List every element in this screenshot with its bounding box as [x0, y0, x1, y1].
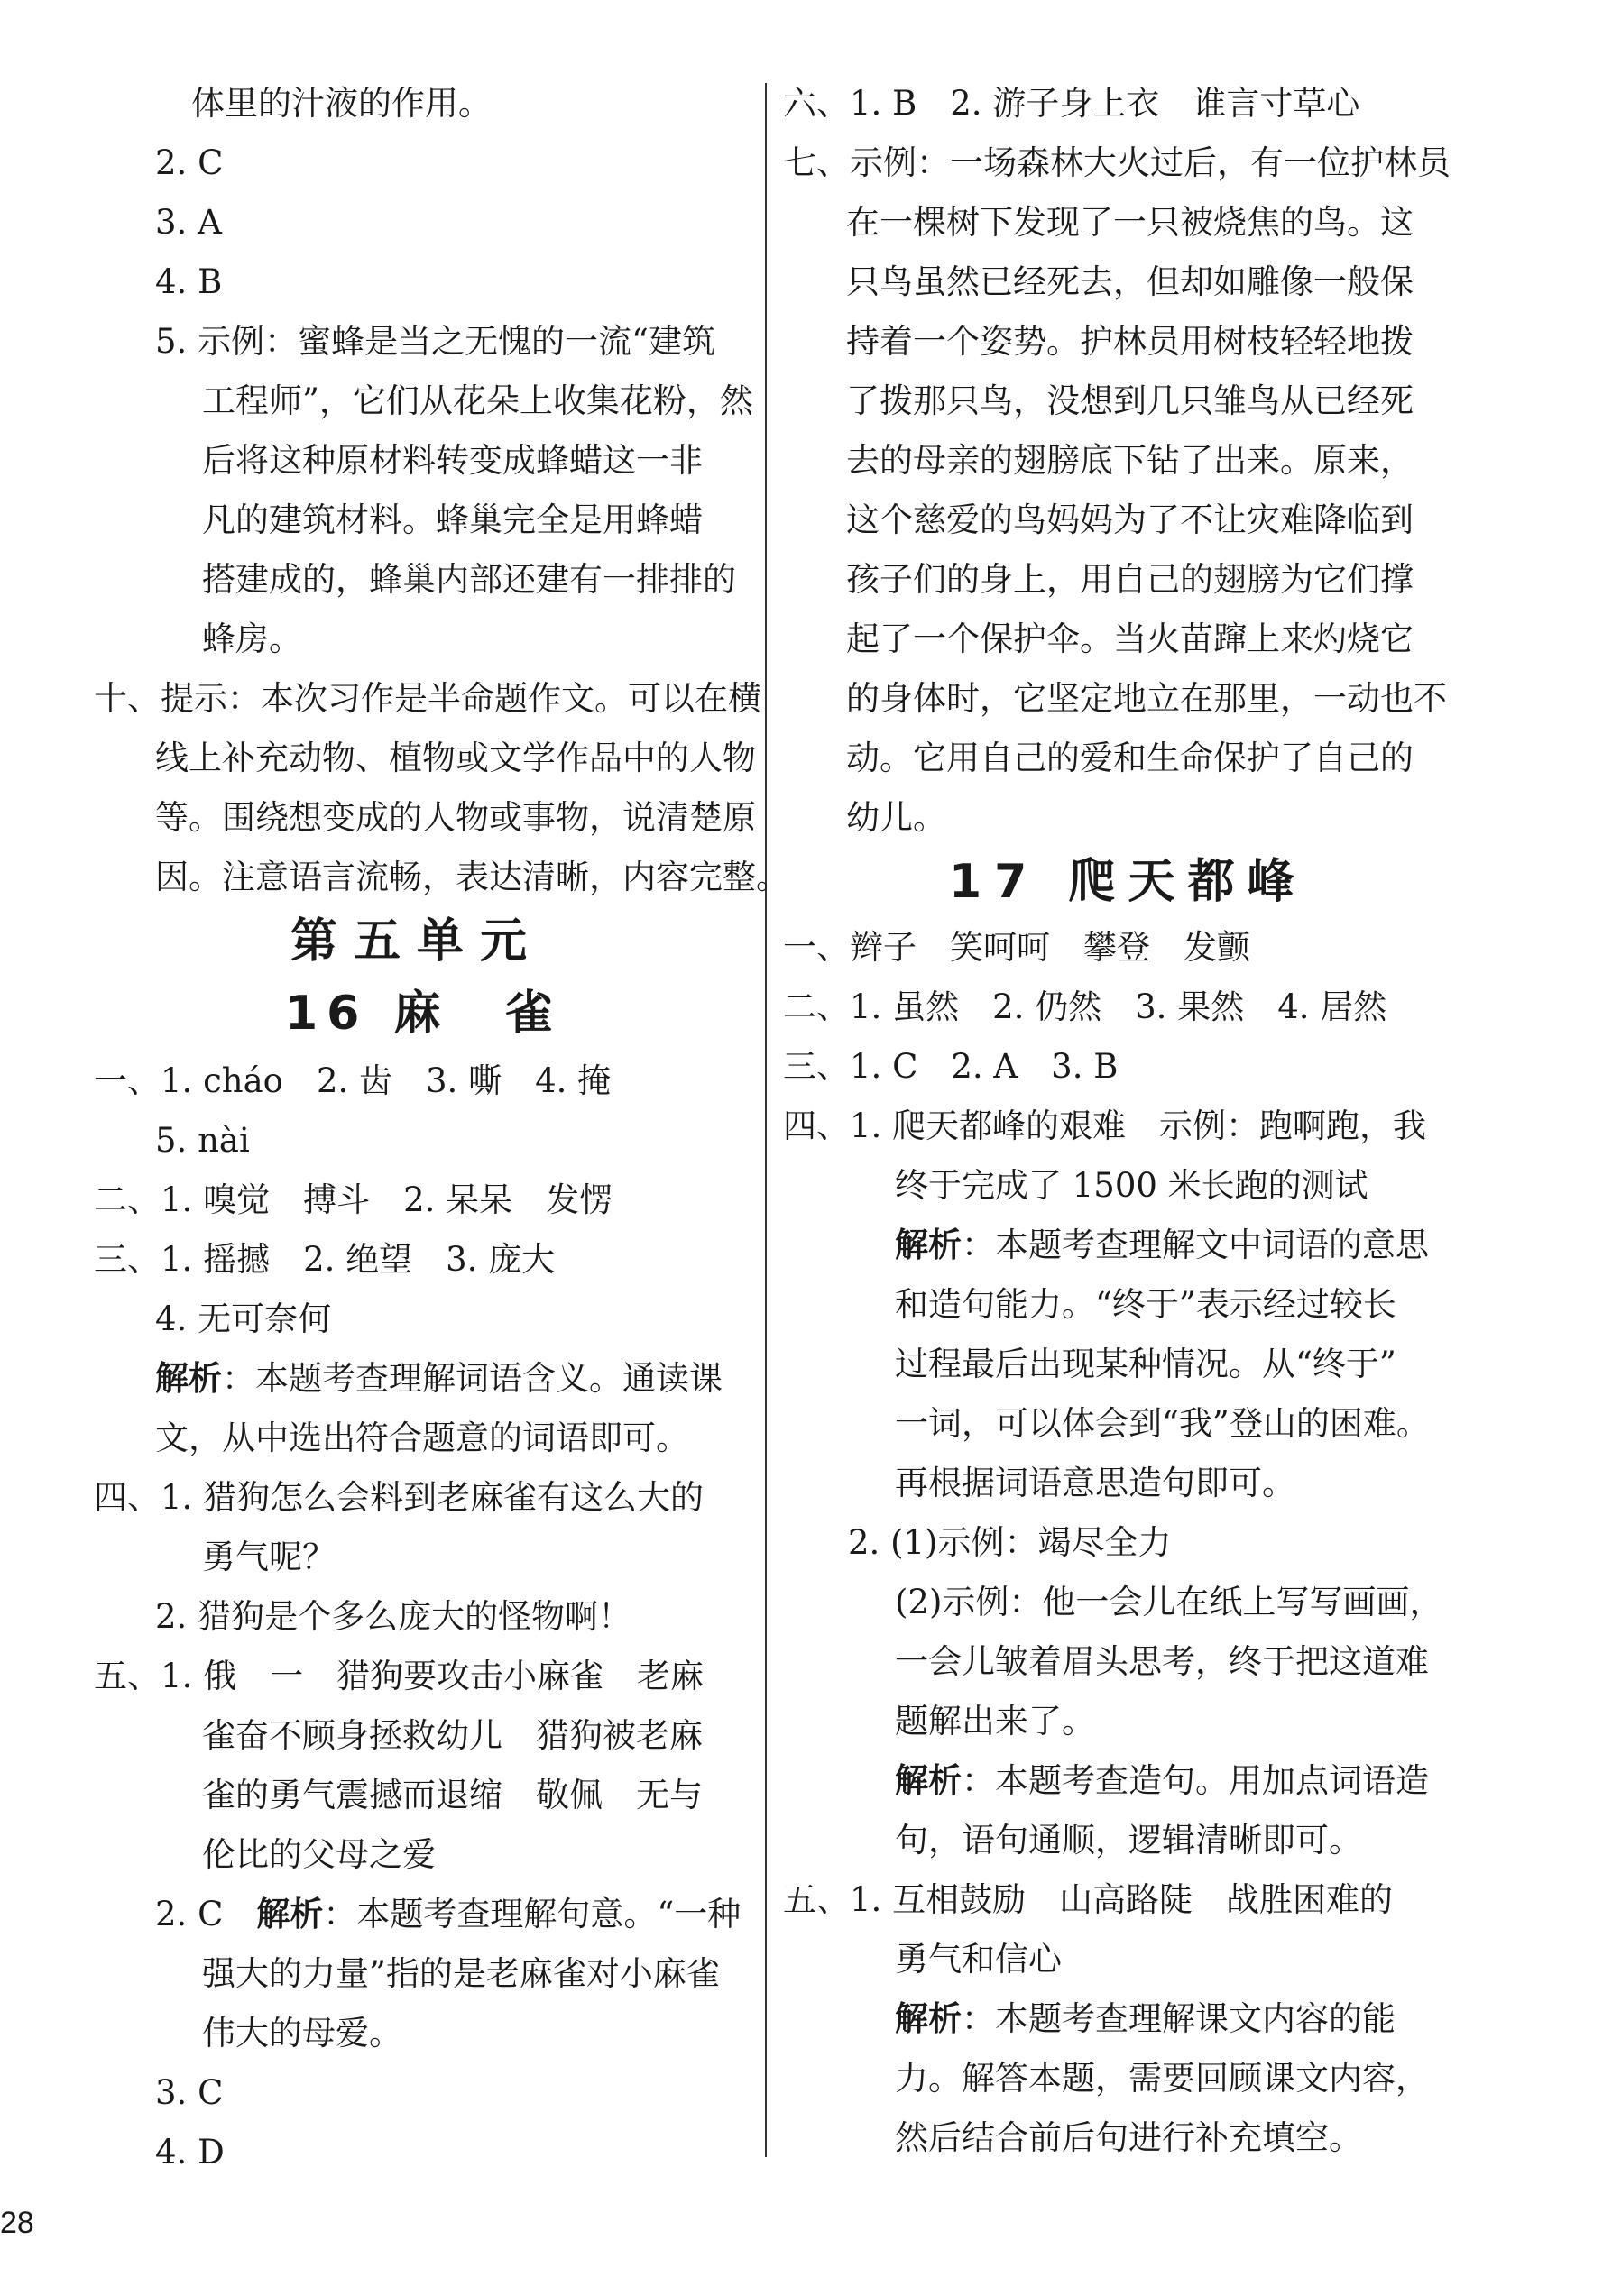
text-line: 搭建成的，蜂巢内部还建有一排排的 — [202, 560, 736, 599]
page-number: 28 — [0, 2206, 34, 2240]
analysis-text: ：本题考查理解文中词语的意思 — [962, 1226, 1429, 1264]
analysis-text: ：本题考查造句。用加点词语造 — [962, 1761, 1429, 1800]
text-line: 这个慈爱的鸟妈妈为了不让灾难降临到 — [846, 501, 1414, 539]
text-line: 文，从中选出符合题意的词语即可。 — [155, 1419, 689, 1457]
text-line: 强大的力量”指的是老麻雀对小麻雀 — [202, 1954, 720, 1993]
analysis-label: 解析 — [895, 1226, 962, 1264]
analysis-line — [155, 1359, 723, 1398]
text-line: 三、1. 摇撼 2. 绝望 3. 庞大 — [94, 1240, 556, 1279]
text-line: 勇气和信心 — [895, 1940, 1062, 1979]
text-line: 伟大的母爱。 — [202, 2014, 402, 2053]
text-line: 因。注意语言流畅，表达清晰，内容完整。 — [155, 858, 789, 896]
text-line: 5. 示例：蜜蜂是当之无愧的一流“建筑 — [155, 322, 715, 361]
text-line: 4. B — [155, 262, 223, 301]
text-line: 十、提示：本次习作是半命题作文。可以在横 — [94, 679, 761, 718]
text-line: 5. nài — [155, 1121, 250, 1160]
text-line: 动。它用自己的爱和生命保护了自己的 — [846, 739, 1414, 777]
text-line: 勇气呢？ — [202, 1538, 336, 1576]
text-line: 的身体时，它坚定地立在那里，一动也不 — [846, 679, 1447, 718]
text-line: 五、1. 俄 一 猎狗要攻击小麻雀 老麻 — [94, 1657, 705, 1695]
text-line: 一会儿皱着眉头思考，终于把这道难 — [895, 1642, 1429, 1681]
text-line: 过程最后出现某种情况。从“终于” — [895, 1345, 1396, 1383]
analysis-label: 解析 — [256, 1895, 324, 1933]
analysis-label: 解析 — [895, 1999, 962, 2038]
analysis-text: ：本题考查理解课文内容的能 — [962, 1999, 1396, 2038]
text-line: 五、1. 互相鼓励 山高路陡 战胜困难的 — [783, 1880, 1394, 1919]
text-line: 再根据词语意思造句即可。 — [895, 1464, 1295, 1502]
text-line: 工程师”，它们从花朵上收集花粉，然 — [202, 381, 753, 420]
text-line: 雀的勇气震撼而退缩 敬佩 无与 — [202, 1776, 703, 1814]
text-line: 在一棵树下发现了一只被烧焦的鸟。这 — [846, 203, 1414, 242]
text-line: 句，语句通顺，逻辑清晰即可。 — [895, 1821, 1362, 1860]
text-line: 3. A — [155, 203, 222, 242]
text-line: 了拨那只鸟，没想到几只雏鸟从已经死 — [846, 381, 1414, 420]
text-line: 4. D — [155, 2133, 225, 2172]
text-line: 题解出来了。 — [895, 1702, 1095, 1740]
text-line: 2. 猎狗是个多么庞大的怪物啊！ — [155, 1597, 632, 1636]
text-line: 幼儿。 — [846, 798, 946, 837]
text-line: 起了一个保护伞。当火苗蹿上来灼烧它 — [846, 620, 1414, 658]
analysis-line — [155, 1897, 741, 1931]
text-line: 雀奋不顾身拯救幼儿 猎狗被老麻 — [202, 1716, 703, 1755]
text-line: 去的母亲的翅膀底下钻了出来。原来， — [846, 441, 1414, 480]
text-line: 一词，可以体会到“我”登山的困难。 — [895, 1404, 1430, 1443]
text-line: 和造句能力。“终于”表示经过较长 — [895, 1285, 1396, 1324]
text-line: 3. C — [155, 2073, 224, 2112]
lesson-title: 16 麻 雀 — [285, 987, 562, 1041]
text-line: 六、1. B 2. 游子身上衣 谁言寸草心 — [783, 84, 1360, 123]
text-line: 二、1. 虽然 2. 仍然 3. 果然 4. 居然 — [783, 987, 1387, 1026]
unit-title: 第五单元 — [290, 914, 544, 969]
text-line: 等。围绕想变成的人物或事物，说清楚原 — [155, 798, 756, 837]
answer-text: 2. C — [155, 1895, 257, 1933]
text-line: 体里的汁液的作用。 — [191, 84, 492, 123]
text-line: 后将这种原材料转变成蜂蜡这一非 — [202, 441, 703, 480]
text-line: 然后结合前后句进行补充填空。 — [895, 2118, 1362, 2157]
text-line: 一、辫子 笑呵呵 攀登 发颤 — [783, 928, 1250, 967]
text-line: 四、1. 猎狗怎么会料到老麻雀有这么大的 — [94, 1478, 705, 1517]
text-line: 2. C — [155, 143, 224, 182]
text-line: 持着一个姿势。护林员用树枝轻轻地拨 — [846, 322, 1414, 361]
analysis-line — [895, 1999, 1396, 2038]
text-line: 终于完成了 1500 米长跑的测试 — [895, 1166, 1368, 1205]
analysis-line — [895, 1228, 1429, 1262]
text-line: 2. (1)示例：竭尽全力 — [848, 1523, 1172, 1562]
text-line: 线上补充动物、植物或文学作品中的人物 — [155, 739, 756, 777]
text-line: 三、1. C 2. A 3. B — [783, 1047, 1119, 1086]
text-line: 二、1. 嗅觉 搏斗 2. 呆呆 发愣 — [94, 1180, 613, 1219]
text-line: 4. 无可奈何 — [155, 1300, 332, 1338]
text-line: 伦比的父母之爱 — [202, 1835, 436, 1874]
text-line: 凡的建筑材料。蜂巢完全是用蜂蜡 — [202, 501, 703, 539]
analysis-label: 解析 — [155, 1359, 222, 1398]
analysis-label: 解析 — [895, 1761, 962, 1800]
text-line: 七、示例：一场森林大火过后，有一位护林员 — [783, 143, 1451, 182]
text-line: 四、1. 爬天都峰的艰难 示例：跑啊跑，我 — [783, 1107, 1427, 1145]
text-line: 只鸟虽然已经死去，但却如雕像一般保 — [846, 262, 1414, 301]
analysis-text: ：本题考查理解词语含义。通读课 — [222, 1359, 723, 1398]
text-line: 一、1. cháo 2. 齿 3. 嘶 4. 掩 — [94, 1061, 612, 1100]
lesson-title: 17 爬天都峰 — [949, 855, 1307, 909]
text-line: (2)示例：他一会儿在纸上写写画画， — [895, 1583, 1443, 1621]
analysis-line — [895, 1761, 1429, 1800]
text-line: 孩子们的身上，用自己的翅膀为它们撑 — [846, 560, 1414, 599]
column-divider — [765, 83, 767, 2157]
text-line: 力。解答本题，需要回顾课文内容， — [895, 2059, 1429, 2098]
text-line: 蜂房。 — [202, 620, 302, 658]
analysis-text: ：本题考查理解句意。“一种 — [323, 1895, 742, 1933]
